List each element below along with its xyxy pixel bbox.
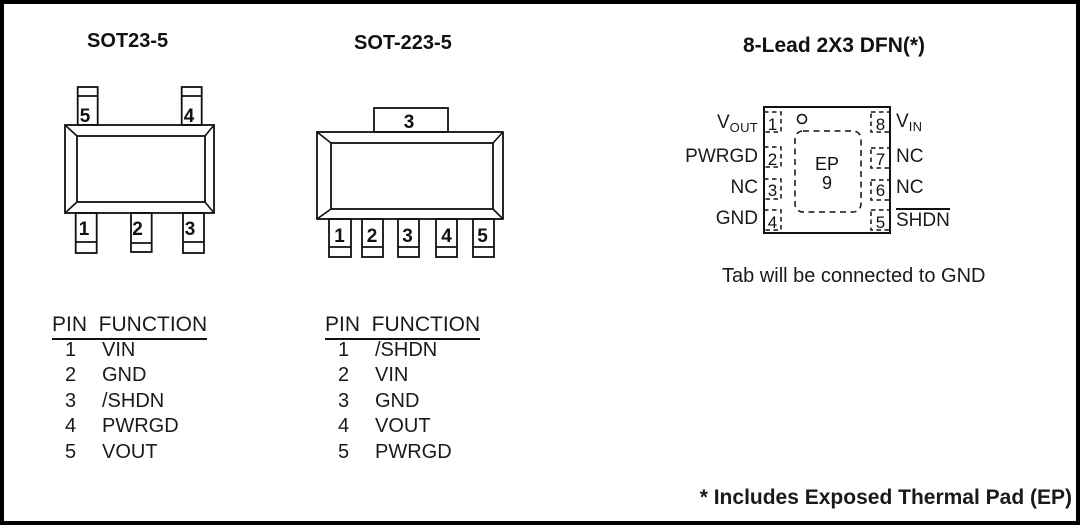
dfn-pin6-number: 6: [875, 181, 886, 200]
dfn-pin4-signal-label: GND: [715, 208, 758, 229]
sot23-title: SOT23-5: [87, 30, 169, 52]
sot223-pin2-number: 2: [366, 226, 378, 247]
sot23-pin4-number: 4: [183, 106, 195, 127]
table-row: 1 /SHDN: [338, 339, 438, 361]
table-row: 4 VOUT: [338, 415, 431, 438]
dfn-pin8-number: 8: [875, 115, 886, 134]
table-row: 4 PWRGD: [65, 415, 179, 438]
sot223-tab-number: 3: [403, 112, 415, 133]
dfn-pin1-signal-label: $V_{OUT}$: [716, 112, 758, 135]
dfn-package-drawing: [760, 103, 895, 237]
dfn-pin2-number: 2: [767, 150, 778, 169]
sot223-package-drawing: [310, 100, 510, 262]
table-row: 2 GND: [65, 364, 147, 387]
dfn-pin3-number: 3: [767, 181, 778, 200]
sot223-pin4-number: 4: [441, 226, 452, 247]
dfn-pin8-signal-label: $V_{IN}$: [896, 111, 923, 134]
dfn-pin1-number: 1: [767, 115, 778, 134]
table-row: 5 VOUT: [65, 440, 158, 463]
sot23-body: [65, 125, 214, 213]
sot223-pin1-number: 1: [334, 226, 345, 247]
sot23-pin3-number: 3: [184, 219, 196, 240]
sot223-body: [317, 132, 503, 219]
sot23-table-header: PIN FUNCTION: [52, 314, 207, 335]
table-row: 3 /SHDN: [65, 389, 165, 412]
sot23-pin1-number: 1: [78, 219, 90, 240]
dfn-pin4-number: 4: [767, 213, 778, 232]
dfn-ep-label: EP: [814, 154, 840, 174]
dfn-pin5-number: 5: [875, 213, 886, 232]
sot223-pin-function-table: [325, 314, 480, 465]
sot223-pin5-number: 5: [477, 226, 488, 247]
dfn-pin7-signal-label: NC: [896, 146, 924, 167]
sot223-pin3-number: 3: [402, 226, 413, 247]
dfn-pin5-signal-label: SHDN: [896, 210, 950, 231]
table-row: 1 VIN: [65, 339, 136, 361]
dfn-ep-pin-number: 9: [821, 173, 833, 193]
dfn-pin3-signal-label: NC: [730, 177, 758, 198]
sot23-pin2-number: 2: [132, 219, 143, 240]
thermal-pad-footnote: * Includes Exposed Thermal Pad (EP): [699, 486, 1072, 509]
dfn-pin6-signal-label: NC: [896, 177, 924, 198]
dfn-pin1-indicator-icon: [798, 115, 807, 124]
table-row: 5 PWRGD: [338, 440, 452, 463]
dfn-tab-note: Tab will be connected to GND: [722, 265, 986, 287]
sot223-title: SOT-223-5: [354, 32, 452, 54]
table-row: 2 VIN: [338, 364, 409, 387]
dfn-pin2-signal-label: PWRGD: [685, 146, 758, 167]
sot23-pin-function-table: [52, 314, 207, 465]
dfn-title: 8-Lead 2X3 DFN(*): [743, 34, 926, 57]
sot223-table-header: PIN FUNCTION: [325, 314, 480, 335]
sot23-pin5-number: 5: [79, 106, 91, 127]
dfn-pin7-number: 7: [875, 150, 886, 169]
table-row: 3 GND: [338, 389, 420, 412]
sot23-package-drawing: [60, 82, 220, 258]
